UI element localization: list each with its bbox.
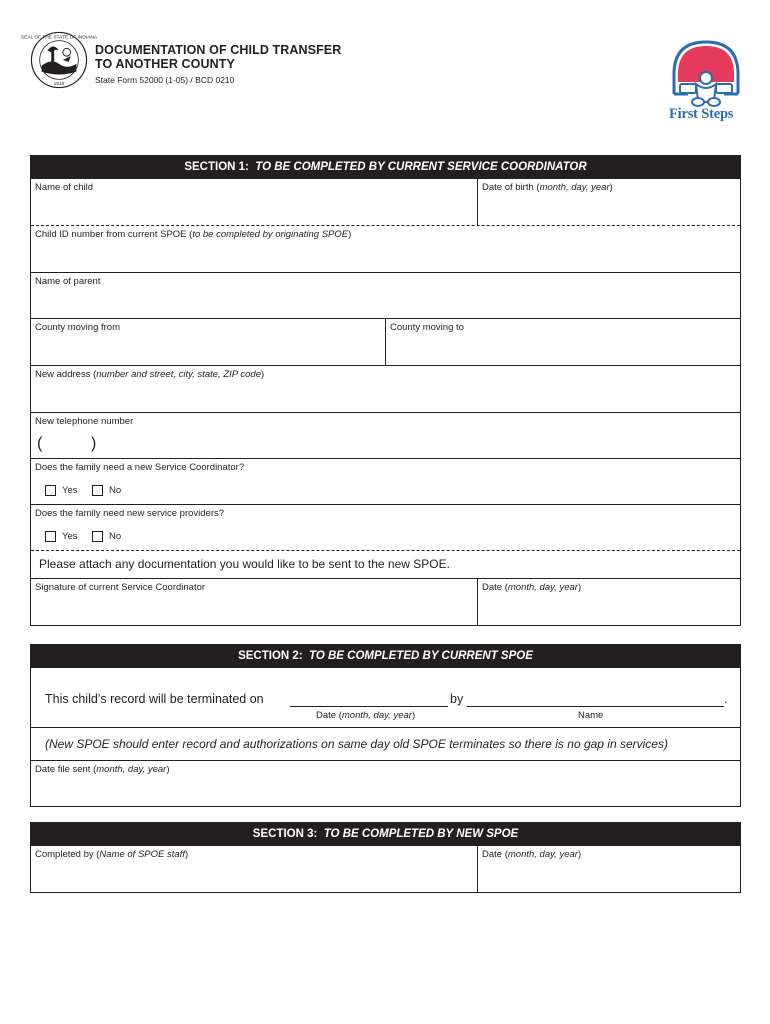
county-moving-from-label: County moving from — [35, 322, 121, 333]
area-code-open-paren: ( — [37, 435, 43, 452]
child-id-field[interactable] — [31, 226, 740, 272]
new-address-label: New address (number and street, city, state, ZIP code) — [35, 369, 265, 380]
new-coordinator-yes-checkbox[interactable]: Yes — [45, 485, 78, 496]
new-providers-yes-checkbox[interactable]: Yes — [45, 531, 78, 542]
row-phone — [31, 412, 740, 458]
name-of-child-label: Name of child — [35, 182, 94, 193]
termination-date-line[interactable] — [290, 706, 448, 707]
row-parent — [31, 272, 740, 318]
spoe-gap-note: (New SPOE should enter record and authorizations on same day old SPOE terminates so there is no gap in services) — [45, 737, 668, 751]
section-2 — [30, 644, 741, 807]
termination-name-line[interactable] — [467, 706, 724, 707]
row-child-id — [31, 225, 740, 272]
section-1 — [30, 155, 741, 626]
signature-date-label: Date (month, day, year) — [482, 582, 582, 593]
attach-documentation-note: Please attach any documentation you would like to be sent to the new SPOE. — [39, 557, 450, 571]
termination-period: . — [724, 692, 728, 706]
svg-text:1816: 1816 — [53, 82, 65, 88]
section-2-heading: SECTION 2: TO BE COMPLETED BY CURRENT SPOE — [31, 645, 740, 668]
by-text: by — [450, 692, 464, 706]
signature-date-field[interactable] — [477, 579, 740, 625]
date-file-sent-label: Date file sent (month, day, year) — [35, 764, 170, 775]
coordinator-signature-field[interactable] — [31, 579, 477, 625]
section-3-heading: SECTION 3: TO BE COMPLETED BY NEW SPOE — [31, 823, 740, 846]
new-coordinator-no-checkbox[interactable]: No — [92, 485, 121, 496]
section-1-heading: SECTION 1: TO BE COMPLETED BY CURRENT SERVICE COORDINATOR — [31, 156, 740, 179]
completed-date-label: Date (month, day, year) — [482, 849, 582, 860]
completed-date-field[interactable] — [477, 846, 740, 892]
name-of-child-field[interactable] — [31, 179, 477, 225]
termination-date-caption: Date (month, day, year) — [316, 710, 416, 721]
row-new-coordinator — [31, 458, 740, 504]
date-file-sent-field[interactable] — [31, 761, 740, 806]
new-address-field[interactable] — [31, 366, 740, 412]
coordinator-signature-label: Signature of current Service Coordinator — [35, 582, 206, 593]
row-signature — [31, 578, 740, 625]
form-number: State Form 52000 (1-05) / BCD 0210 — [95, 75, 235, 85]
new-providers-question: Does the family need new service providers? — [35, 508, 225, 519]
row-address — [31, 365, 740, 412]
completed-by-field[interactable] — [31, 846, 477, 892]
logo-text: First Steps — [669, 106, 734, 122]
child-id-label: Child ID number from current SPOE (to be completed by originating SPOE) — [35, 229, 352, 240]
form-title: DOCUMENTATION OF CHILD TRANSFER TO ANOTHER COUNTY — [95, 43, 342, 71]
county-moving-from-field[interactable] — [31, 319, 385, 365]
name-of-parent-field[interactable] — [31, 273, 740, 318]
new-coordinator-question: Does the family need a new Service Coordinator? — [35, 462, 245, 473]
name-of-parent-label: Name of parent — [35, 276, 101, 287]
new-telephone-label: New telephone number — [35, 416, 134, 427]
row-completed-by — [31, 846, 740, 892]
section-3 — [30, 822, 741, 893]
svg-text:SEAL OF THE STATE OF INDIANA: SEAL OF THE STATE OF INDIANA — [20, 35, 98, 41]
completed-by-label: Completed by (Name of SPOE staff) — [35, 849, 189, 860]
row-child-name — [31, 179, 740, 225]
row-attach-note — [31, 550, 740, 578]
termination-name-caption: Name — [578, 710, 604, 721]
new-providers-no-checkbox[interactable]: No — [92, 531, 121, 542]
row-termination — [31, 668, 740, 727]
date-of-birth-field[interactable] — [477, 179, 740, 225]
row-new-providers — [31, 504, 740, 550]
state-seal-icon — [20, 31, 98, 89]
county-moving-to-field[interactable] — [385, 319, 740, 365]
date-of-birth-label: Date of birth (month, day, year) — [482, 182, 613, 193]
row-spoe-note — [31, 727, 740, 760]
new-telephone-field[interactable] — [31, 413, 740, 458]
termination-text: This child’s record will be terminated on — [45, 692, 264, 706]
row-county — [31, 318, 740, 365]
county-moving-to-label: County moving to — [390, 322, 464, 333]
row-date-file-sent — [31, 760, 740, 806]
area-code-close-paren: ) — [91, 435, 97, 452]
